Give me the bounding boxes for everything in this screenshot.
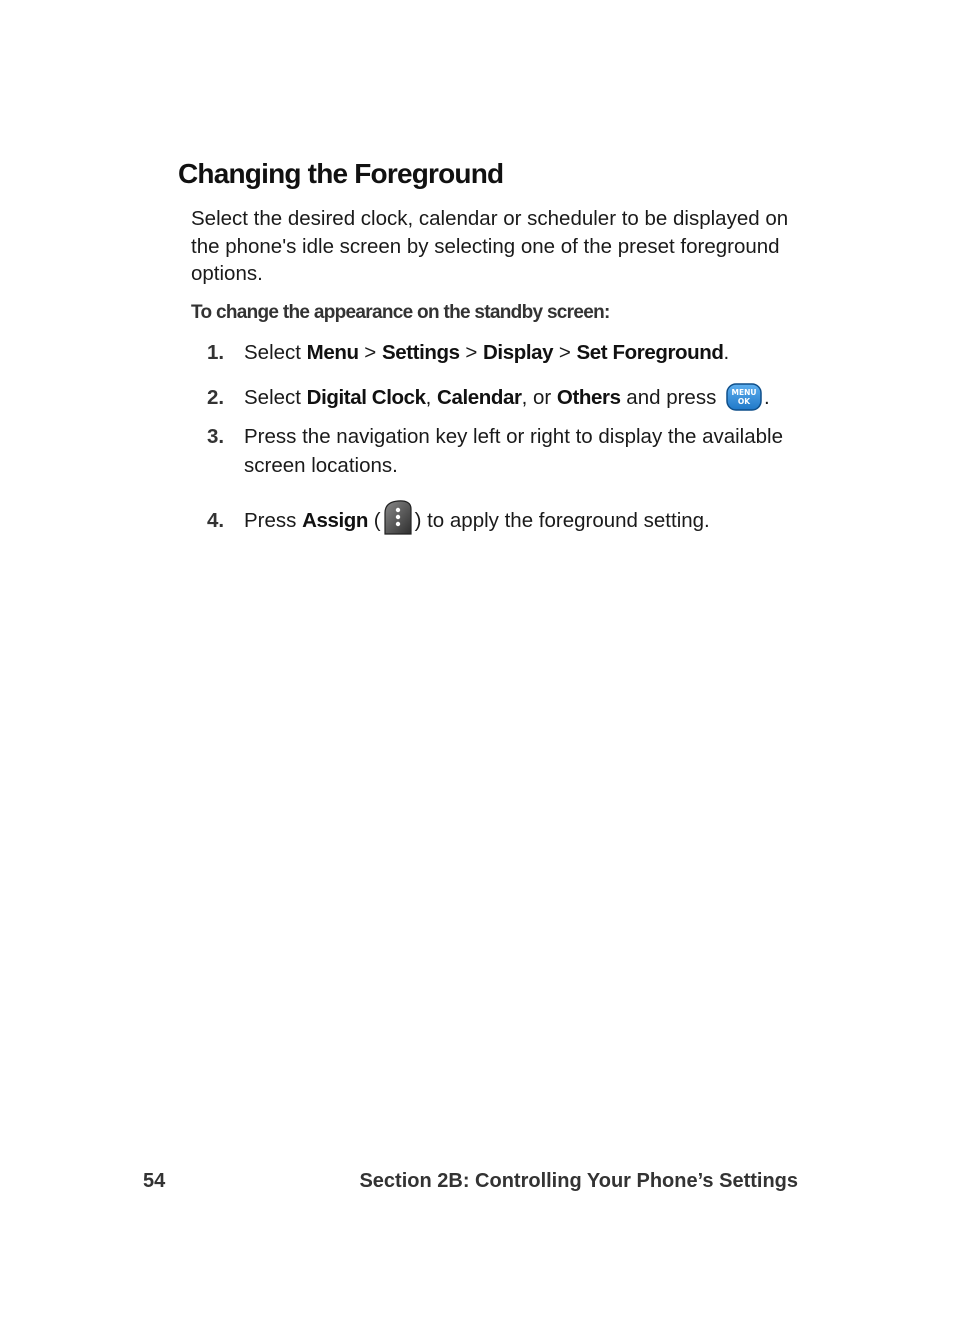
settings-label: Settings [381,341,460,364]
procedure-subheading: To change the appearance on the standby screen: [191,302,610,323]
menu-ok-line2: OK [737,396,751,406]
display-label: Display [483,341,554,364]
footer-page-number: 54 [143,1170,166,1192]
right-softkey-icon [381,499,415,537]
calendar-label: Calendar [437,386,522,409]
step-number: 3. [207,425,225,448]
step-number: 4. [207,509,225,532]
menu-label: Menu [306,341,359,364]
step-2 [207,383,797,412]
step-3 [207,422,797,480]
step-text: Select Menu > Settings > Display > Set Foreground. [244,341,730,364]
step-1 [207,338,797,367]
step-text: Press Assign ( ) to apply the foreground setting. [244,506,797,537]
step-number: 2. [207,386,225,409]
step-4 [207,506,797,537]
step-number: 1. [207,341,225,364]
step-text: Select Digital Clock, Calendar, or Others and press MENU OK . [244,383,797,412]
page-title: Changing the Foreground [178,158,504,189]
intro-paragraph: Select the desired clock, calendar or scheduler to be displayed on the phone's idle screen by selecting one of the preset foreground options. [191,207,789,285]
step-text: Press the navigation key left or right to display the available screen locations. [244,425,783,477]
set-foreground-label: Set Foreground [576,341,724,364]
menu-ok-key-icon [726,383,762,411]
menu-ok-line1: MENU [731,387,757,397]
assign-label: Assign [302,509,369,532]
others-label: Others [556,386,621,409]
digital-clock-label: Digital Clock [306,386,426,409]
footer-section-title: Section 2B: Controlling Your Phone’s Settings [359,1170,798,1192]
